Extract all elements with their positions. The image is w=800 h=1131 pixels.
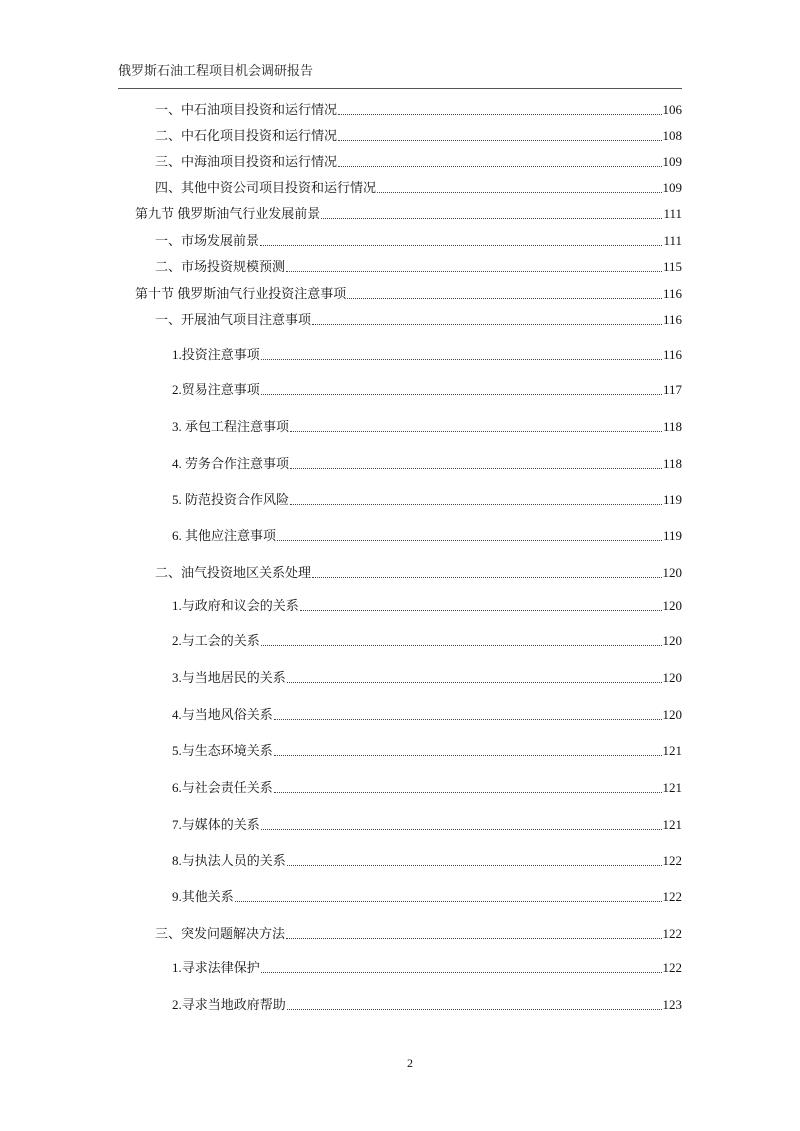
toc-entry-page: 108 xyxy=(662,128,682,143)
toc-entry-title: 5. 防范投资合作风险 xyxy=(172,492,290,507)
toc-entry xyxy=(155,311,682,329)
toc-entry-title: 第九节 俄罗斯油气行业发展前景 xyxy=(135,206,321,221)
toc-subentry xyxy=(172,527,682,545)
toc-entry-page: 122 xyxy=(662,926,682,941)
header-divider xyxy=(118,88,682,89)
toc-entry-page: 121 xyxy=(662,780,682,795)
toc-entry-page: 123 xyxy=(662,997,682,1012)
toc-subentry xyxy=(172,669,682,687)
toc-dot-leader xyxy=(277,540,662,541)
toc-entry-page: 120 xyxy=(662,670,682,685)
toc-entry-title: 三、突发问题解决方法 xyxy=(155,926,286,941)
toc-entry-page: 118 xyxy=(662,419,682,434)
toc-subentry xyxy=(172,852,682,870)
toc-entry-title: 1.投资注意事项 xyxy=(172,347,260,362)
toc-entry-title: 9.其他关系 xyxy=(172,889,234,904)
toc-subentry xyxy=(172,706,682,724)
toc-dot-leader xyxy=(261,394,662,395)
toc-entry-title: 2.与工会的关系 xyxy=(172,633,260,648)
toc-subentry xyxy=(172,996,682,1014)
toc-entry-page: 115 xyxy=(662,259,682,274)
toc-entry-title: 1.寻求法律保护 xyxy=(172,960,260,975)
toc-entry-page: 116 xyxy=(662,347,682,362)
toc-entry-title: 6. 其他应注意事项 xyxy=(172,528,277,543)
toc-entry-title: 第十节 俄罗斯油气行业投资注意事项 xyxy=(135,286,347,301)
toc-dot-leader xyxy=(261,645,662,646)
toc-entry-page: 120 xyxy=(662,565,682,580)
toc-dot-leader xyxy=(235,901,662,902)
toc-subentry xyxy=(172,816,682,834)
toc-subentry xyxy=(172,597,682,615)
toc-dot-leader xyxy=(286,271,662,272)
toc-entry-page: 117 xyxy=(662,382,682,397)
toc-dot-leader xyxy=(312,577,661,578)
running-header: 俄罗斯石油工程项目机会调研报告 xyxy=(118,63,314,78)
toc-entry-page: 116 xyxy=(662,286,682,301)
toc-entry-title: 2.寻求当地政府帮助 xyxy=(172,997,286,1012)
toc-dot-leader xyxy=(274,755,662,756)
toc-entry xyxy=(155,258,682,276)
toc-subentry xyxy=(172,742,682,760)
toc-entry-title: 3. 承包工程注意事项 xyxy=(172,419,290,434)
toc-entry-title: 一、中石油项目投资和运行情况 xyxy=(155,102,338,117)
toc-entry-page: 116 xyxy=(662,312,682,327)
toc-entry-page: 111 xyxy=(663,206,682,221)
toc-dot-leader xyxy=(286,938,661,939)
toc-dot-leader xyxy=(290,504,662,505)
toc-entry-title: 5.与生态环境关系 xyxy=(172,743,273,758)
toc-dot-leader xyxy=(338,166,661,167)
toc-entry xyxy=(155,564,682,582)
toc-subentry xyxy=(172,779,682,797)
toc-dot-leader xyxy=(287,682,662,683)
toc-entry-title: 6.与社会责任关系 xyxy=(172,780,273,795)
toc-dot-leader xyxy=(338,140,661,141)
toc-dot-leader xyxy=(274,792,662,793)
toc-subentry xyxy=(172,455,682,473)
toc-subentry xyxy=(172,491,682,509)
toc-entry-title: 4.与当地风俗关系 xyxy=(172,707,273,722)
toc-entry-page: 122 xyxy=(662,853,682,868)
toc-dot-leader xyxy=(300,610,662,611)
toc-entry xyxy=(155,232,682,250)
toc-entry-title: 三、中海油项目投资和运行情况 xyxy=(155,154,338,169)
toc-entry-page: 120 xyxy=(662,598,682,613)
toc-entry-title: 7.与媒体的关系 xyxy=(172,817,260,832)
toc-subentry xyxy=(172,346,682,364)
toc-entry-page: 119 xyxy=(662,528,682,543)
toc-entry-page: 118 xyxy=(662,456,682,471)
toc-subentry xyxy=(172,418,682,436)
toc-entry-title: 二、市场投资规模预测 xyxy=(155,259,286,274)
toc-entry-page: 109 xyxy=(662,154,682,169)
toc-entry-title: 8.与执法人员的关系 xyxy=(172,853,286,868)
toc-entry-title: 二、油气投资地区关系处理 xyxy=(155,565,312,580)
toc-entry-page: 111 xyxy=(663,233,682,248)
toc-entry-title: 3.与当地居民的关系 xyxy=(172,670,286,685)
toc-chapter-entry xyxy=(135,205,682,223)
toc-entry-page: 109 xyxy=(662,180,682,195)
toc-dot-leader xyxy=(347,298,662,299)
toc-dot-leader xyxy=(321,218,662,219)
toc-dot-leader xyxy=(377,192,661,193)
toc-dot-leader xyxy=(290,468,662,469)
toc-dot-leader xyxy=(260,245,662,246)
toc-entry-page: 121 xyxy=(662,817,682,832)
toc-entry-page: 120 xyxy=(662,707,682,722)
toc-entry xyxy=(155,127,682,145)
toc-dot-leader xyxy=(338,114,661,115)
toc-entry-page: 106 xyxy=(662,102,682,117)
toc-dot-leader xyxy=(290,431,662,432)
toc-entry-title: 四、其他中资公司项目投资和运行情况 xyxy=(155,180,377,195)
toc-entry xyxy=(155,925,682,943)
toc-entry-title: 1.与政府和议会的关系 xyxy=(172,598,299,613)
toc-entry-page: 122 xyxy=(662,889,682,904)
toc-entry-page: 119 xyxy=(662,492,682,507)
toc-dot-leader xyxy=(274,719,662,720)
page-number: 2 xyxy=(407,1056,413,1070)
toc-entry-title: 一、市场发展前景 xyxy=(155,233,260,248)
toc-entry-page: 122 xyxy=(662,960,682,975)
toc-dot-leader xyxy=(287,865,662,866)
toc-dot-leader xyxy=(287,1009,662,1010)
toc-entry-title: 4. 劳务合作注意事项 xyxy=(172,456,290,471)
toc-entry xyxy=(155,179,682,197)
toc-chapter-entry xyxy=(135,285,682,303)
toc-dot-leader xyxy=(261,359,662,360)
toc-entry xyxy=(155,153,682,171)
toc-entry-page: 121 xyxy=(662,743,682,758)
toc-entry-title: 2.贸易注意事项 xyxy=(172,382,260,397)
toc-entry-title: 二、中石化项目投资和运行情况 xyxy=(155,128,338,143)
toc-entry xyxy=(155,101,682,119)
toc-subentry xyxy=(172,381,682,399)
toc-dot-leader xyxy=(261,829,662,830)
toc-entry-title: 一、开展油气项目注意事项 xyxy=(155,312,312,327)
toc-dot-leader xyxy=(261,972,662,973)
toc-entry-page: 120 xyxy=(662,633,682,648)
toc-dot-leader xyxy=(312,324,662,325)
toc-subentry xyxy=(172,888,682,906)
toc-subentry xyxy=(172,632,682,650)
toc-subentry xyxy=(172,959,682,977)
